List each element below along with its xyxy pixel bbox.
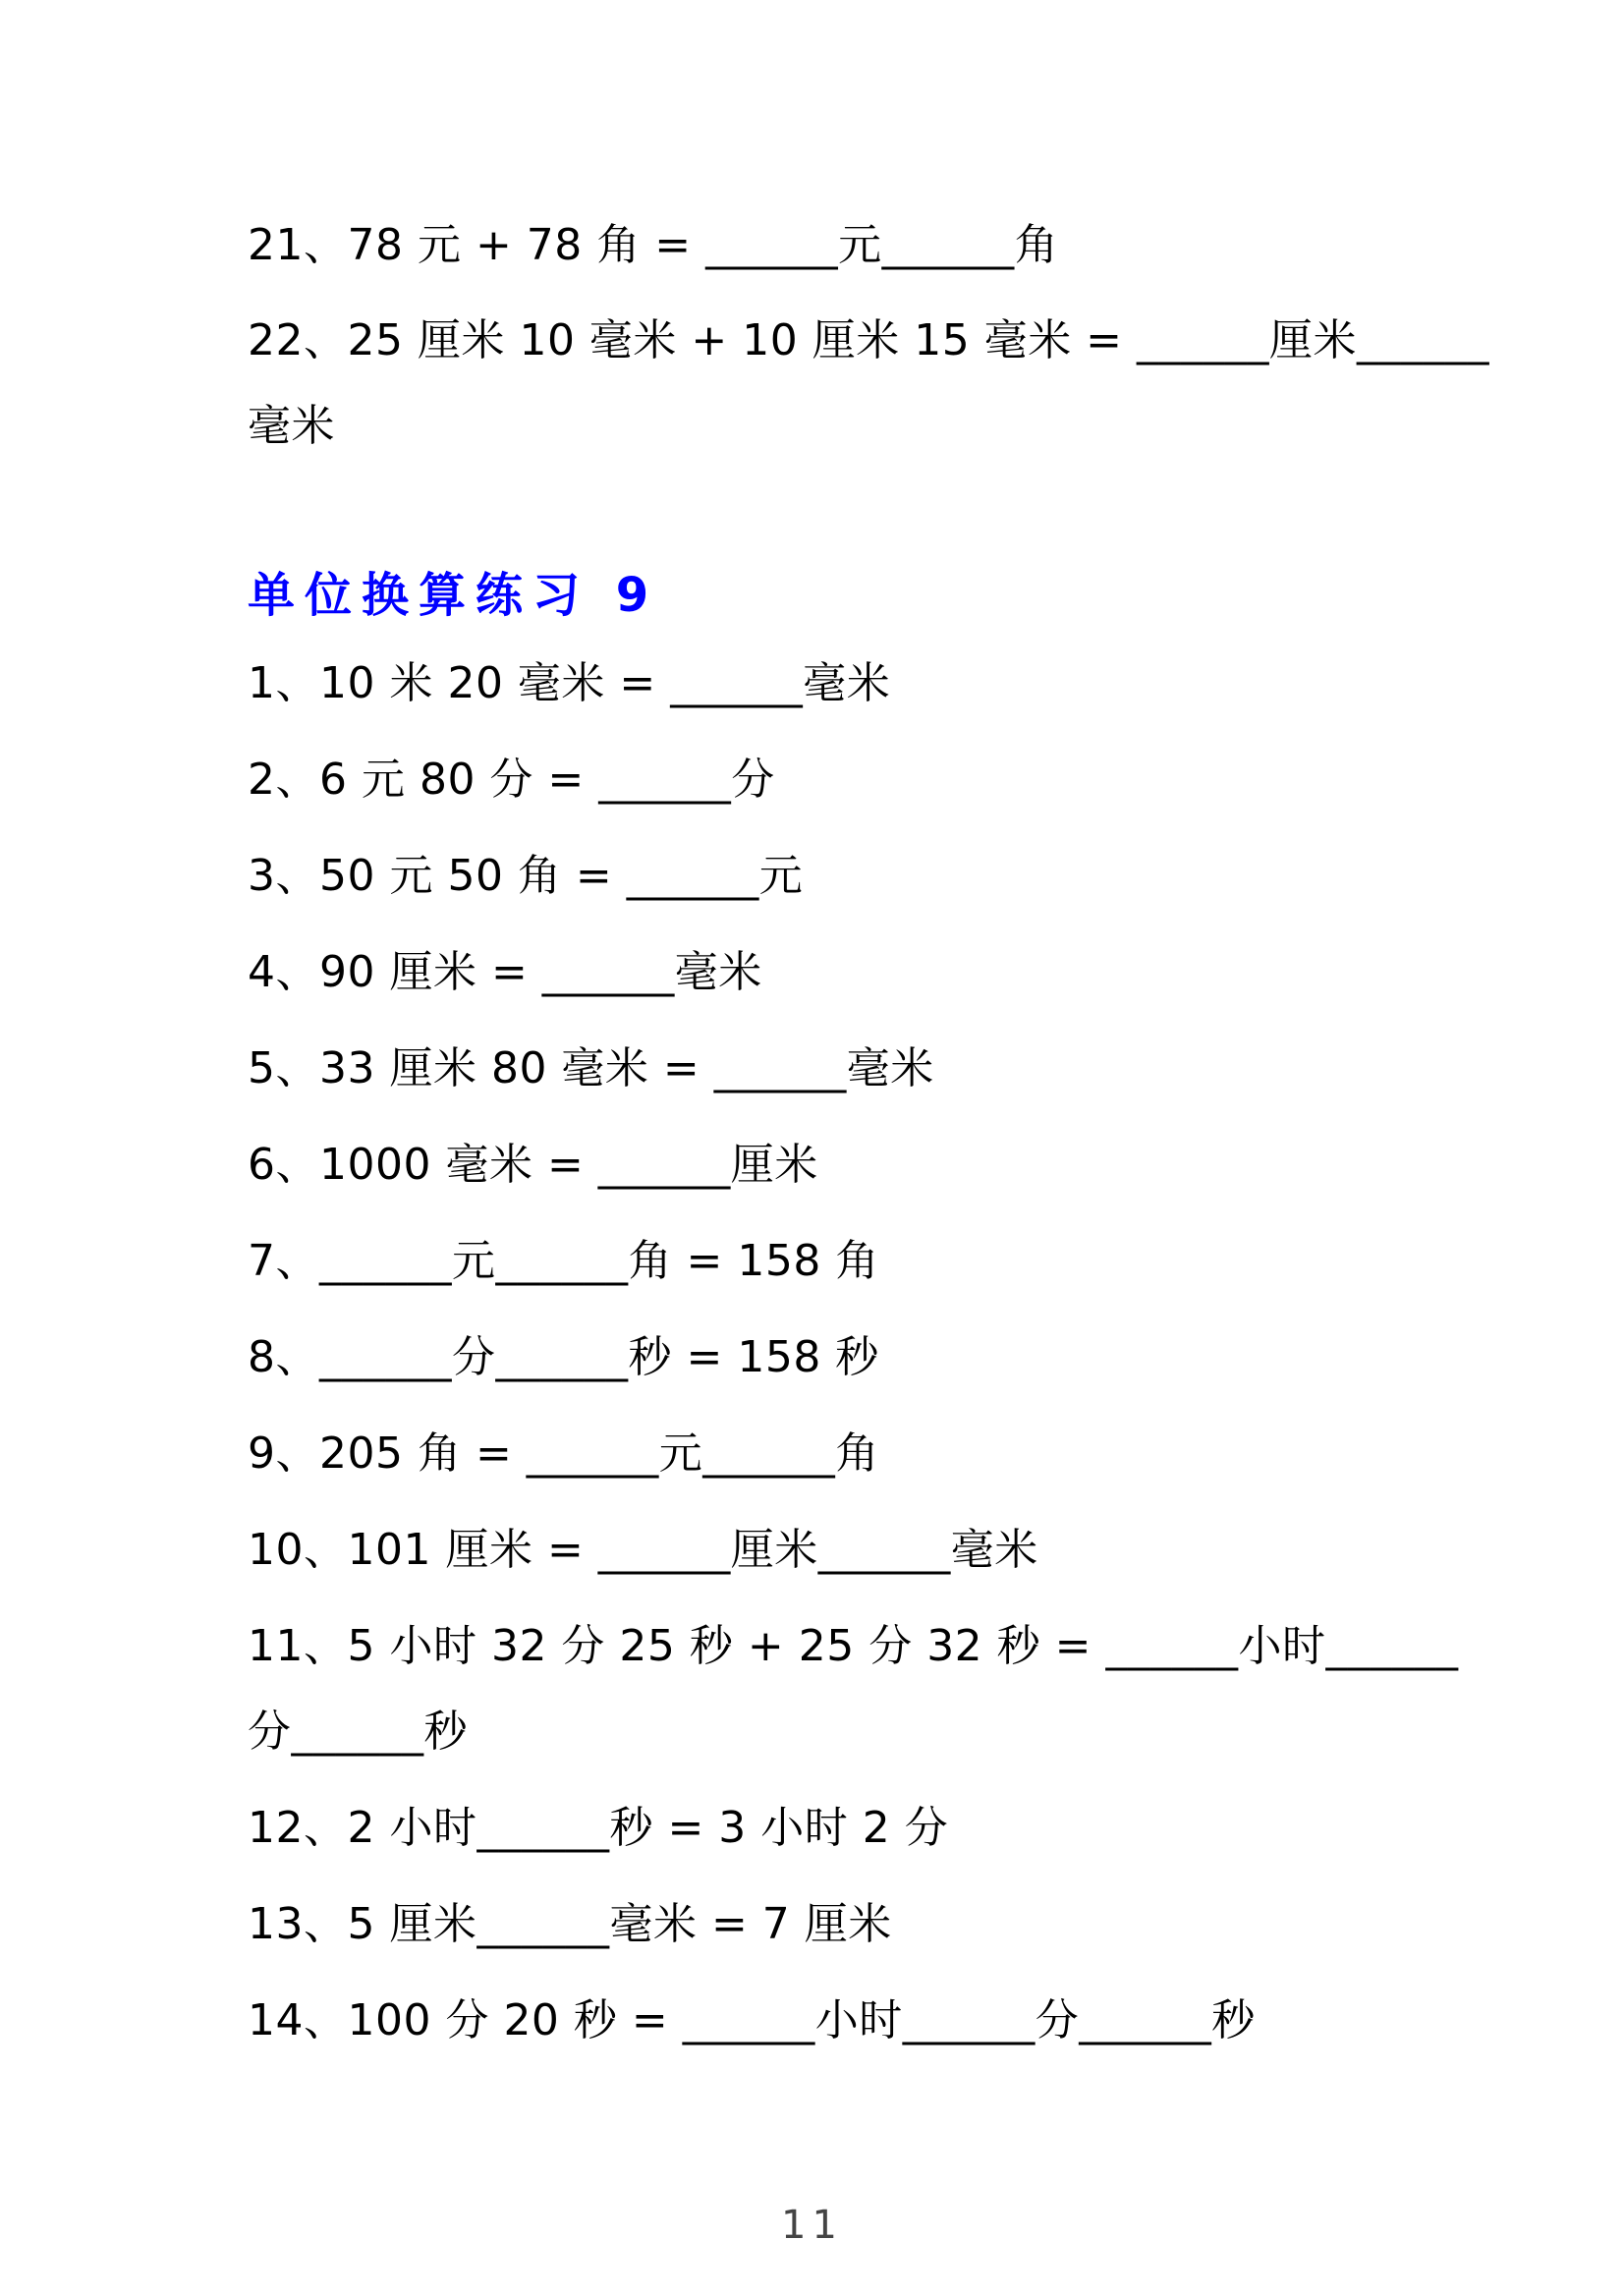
question-7: 7、______元______角 = 158 角	[248, 1236, 879, 1286]
question-11: 11、5 小时 32 分 25 秒 + 25 分 32 秒 = ______小时______	[248, 1621, 1459, 1671]
question-4: 4、90 厘米 = ______毫米	[248, 947, 762, 997]
question-11-continued: 分______秒	[248, 1707, 468, 1757]
question-21: 21、78 元 + 78 角 = ______元______角	[248, 220, 1059, 270]
question-22: 22、25 厘米 10 毫米 + 10 厘米 15 毫米 = ______厘米______	[248, 315, 1490, 365]
section-title: 单位换算练习 9	[248, 568, 659, 623]
question-12: 12、2 小时______秒 = 3 小时 2 分	[248, 1803, 949, 1853]
question-8: 8、______分______秒 = 158 秒	[248, 1332, 879, 1382]
question-1: 1、10 米 20 毫米 = ______毫米	[248, 658, 891, 708]
question-3: 3、50 元 50 角 = ______元	[248, 851, 804, 901]
question-14: 14、100 分 20 秒 = ______小时______分______秒	[248, 1995, 1256, 2045]
question-10: 10、101 厘米 = ______厘米______毫米	[248, 1525, 1038, 1575]
question-6: 6、1000 毫米 = ______厘米	[248, 1140, 818, 1190]
question-5: 5、33 厘米 80 毫米 = ______毫米	[248, 1043, 934, 1093]
question-22-continued: 毫米	[248, 401, 335, 451]
question-9: 9、205 角 = ______元______角	[248, 1428, 879, 1479]
question-2: 2、6 元 80 分 = ______分	[248, 755, 775, 805]
page-number: 11	[781, 2203, 843, 2248]
question-13: 13、5 厘米______毫米 = 7 厘米	[248, 1899, 892, 1949]
